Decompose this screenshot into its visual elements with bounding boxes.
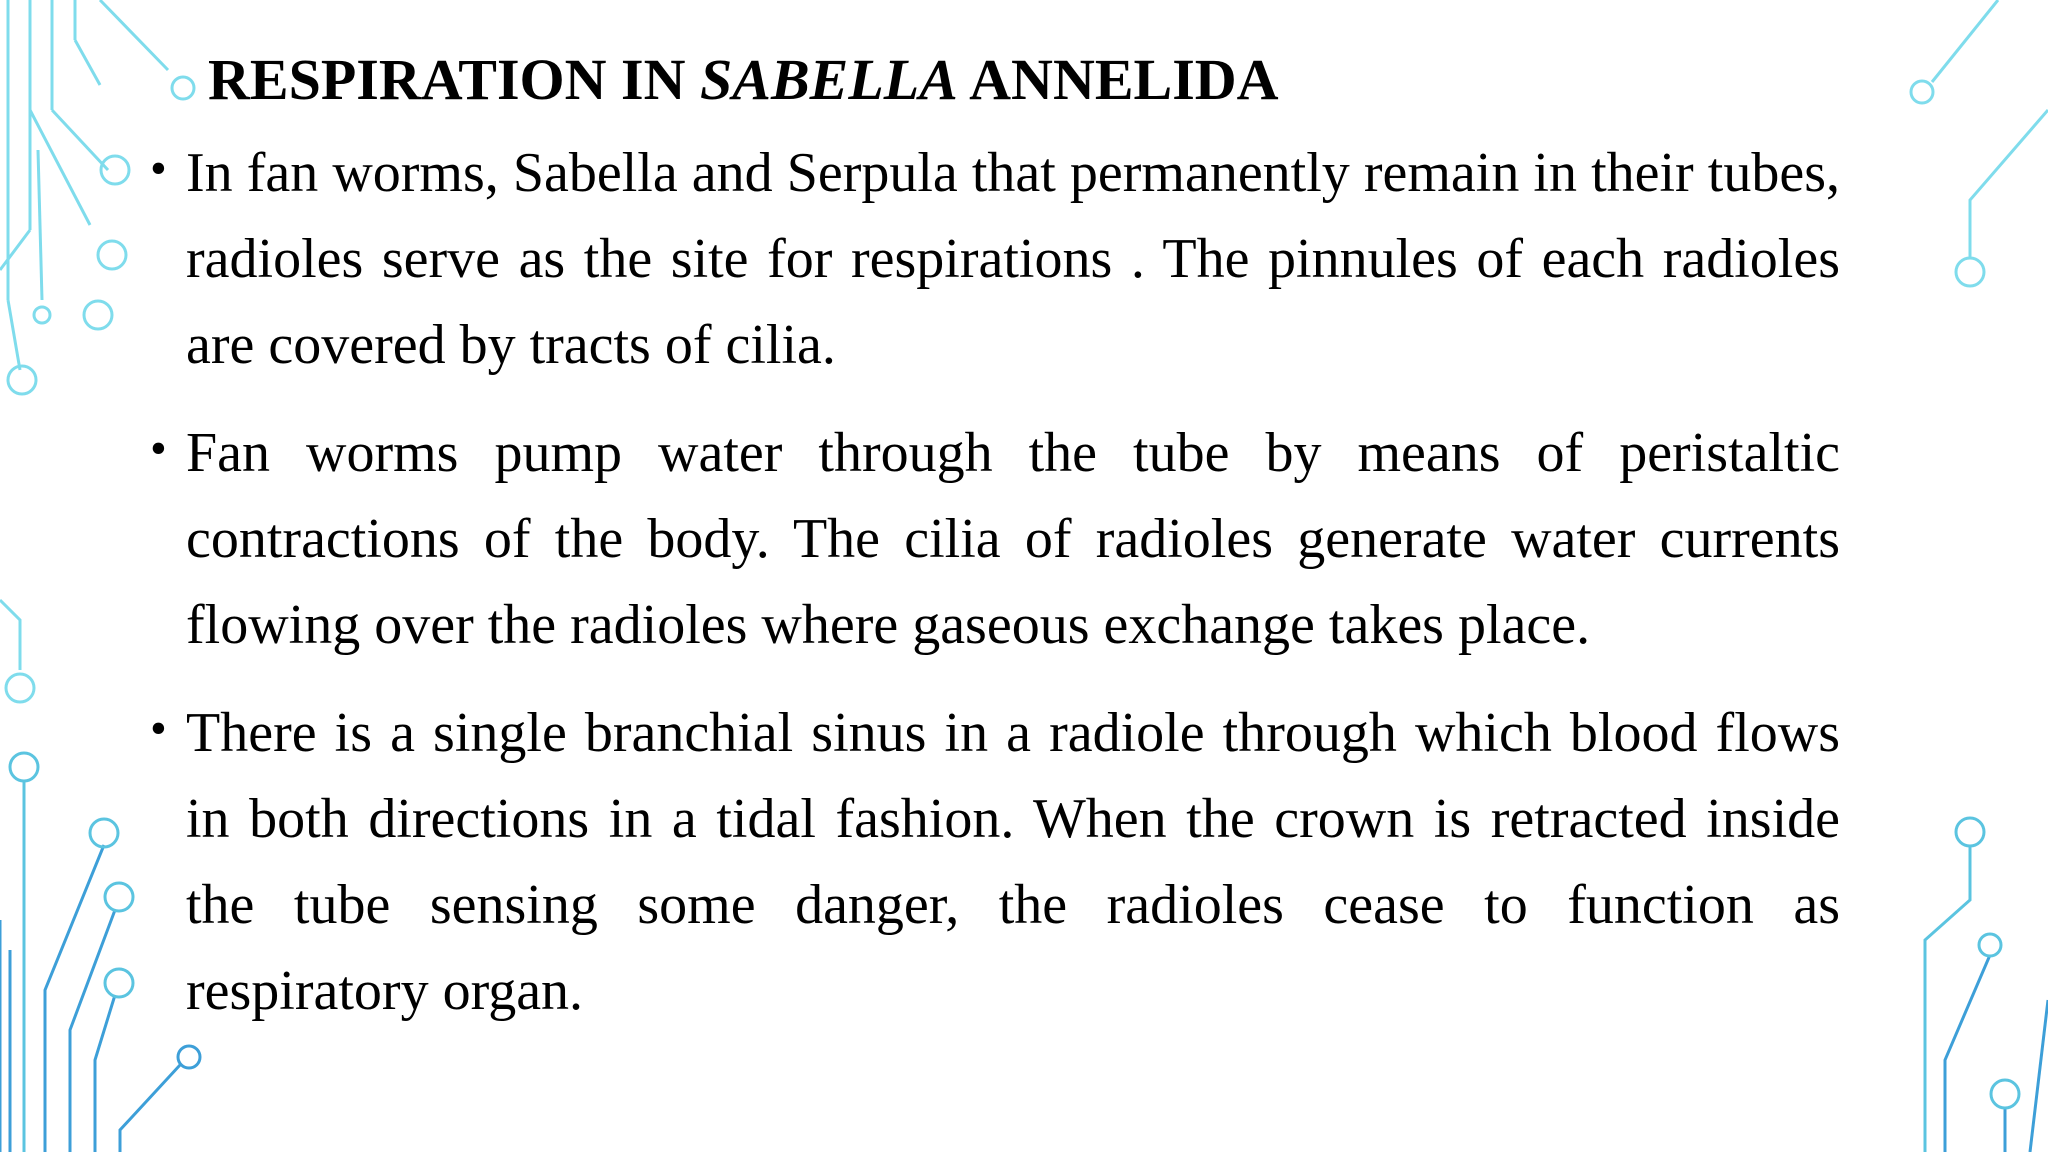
bullet-list — [150, 130, 1840, 1056]
title-italic-genus: SABELLA — [700, 47, 958, 112]
bullet-marker: • — [150, 702, 167, 755]
bullet-text: Fan worms pump water through the tube by means of peristaltic contractions of the body. The cilia of radioles generate water currents flowing over the radioles where gaseous exchange takes place. — [186, 422, 1840, 656]
bullet-item — [150, 130, 1840, 388]
title-part-3: ANNELIDA — [957, 47, 1279, 112]
circuit-right-bottom — [1925, 818, 2048, 1152]
bullet-item — [150, 690, 1840, 1034]
bullet-text: There is a single branchial sinus in a radiole through which blood flows in both directions in a tidal fashion. When the crown is retracted inside the tube sensing some danger, the radioles cease to function as respiratory organ. — [186, 702, 1840, 1022]
title-part-1: RESPIRATION IN — [208, 47, 701, 112]
bullet-marker: • — [150, 142, 167, 195]
bullet-item — [150, 410, 1840, 668]
bullet-marker: • — [150, 422, 167, 475]
slide-title — [208, 47, 1279, 112]
circuit-right-top — [1911, 0, 2048, 286]
bullet-text: In fan worms, Sabella and Serpula that permanently remain in their tubes, radioles serve as the site for respirations . The pinnules of each radioles are covered by tracts of cilia. — [186, 142, 1840, 376]
